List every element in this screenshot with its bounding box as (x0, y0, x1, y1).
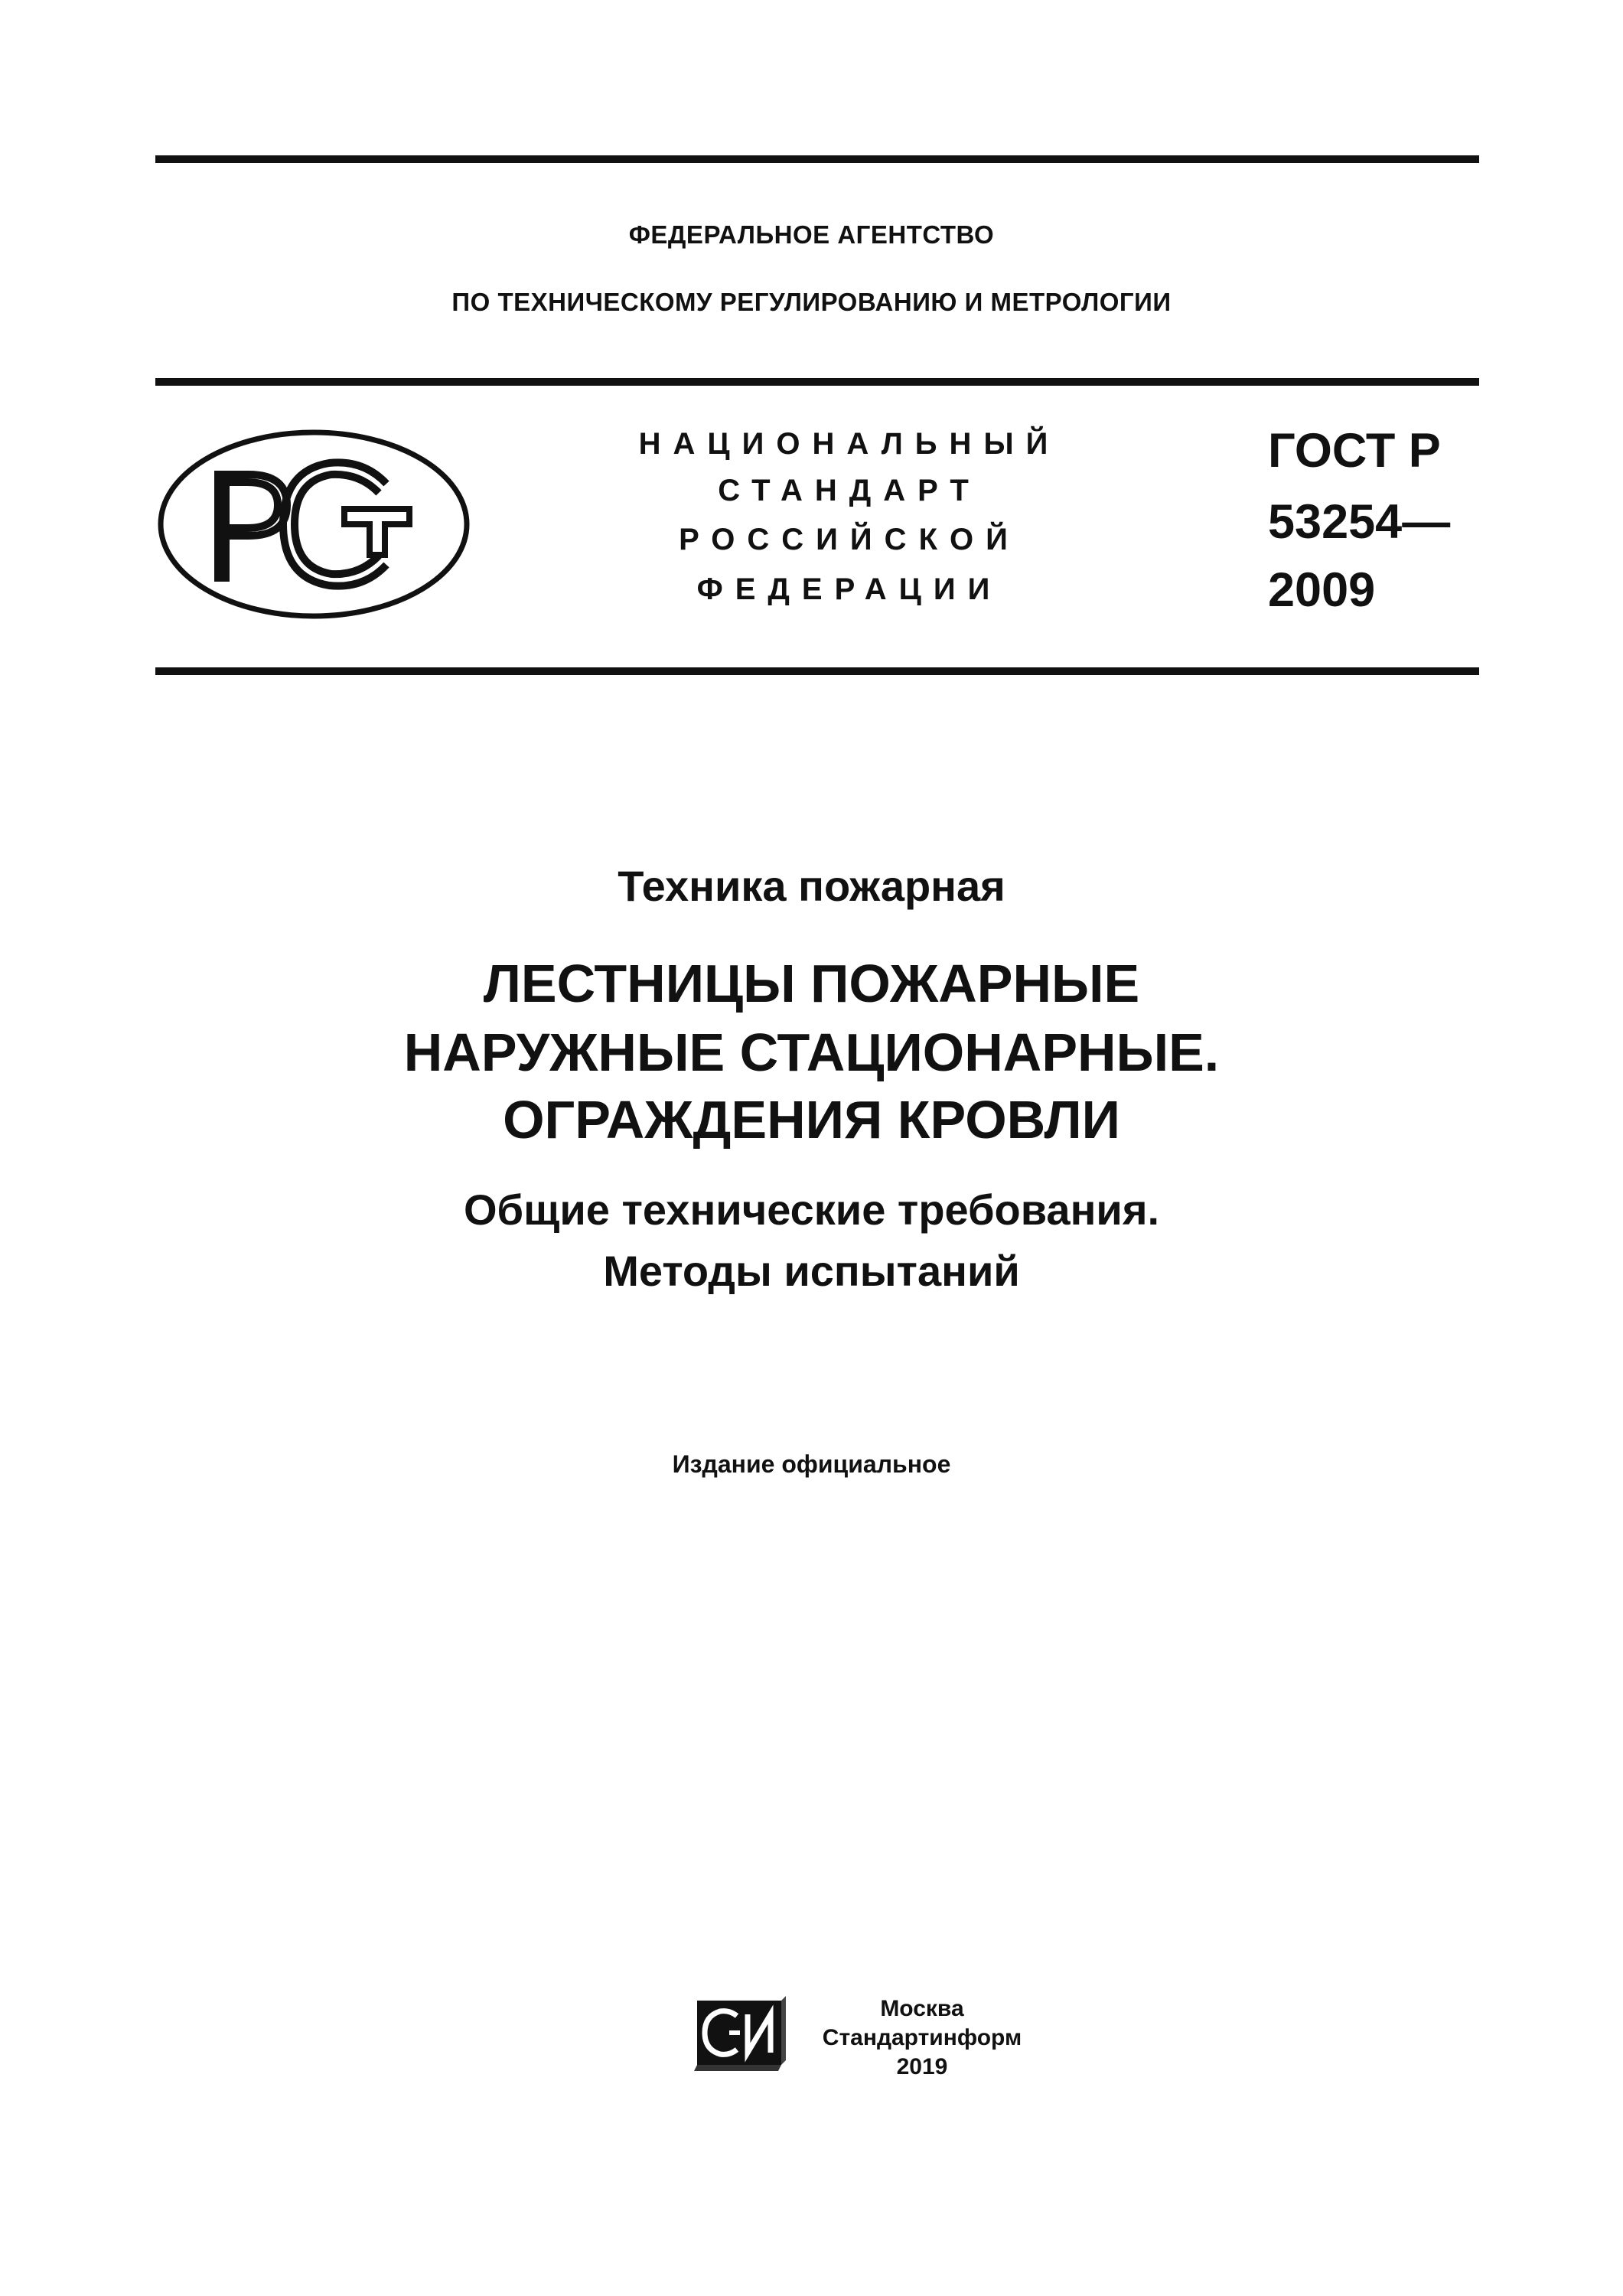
standartinform-logo-icon (693, 1996, 789, 2075)
rst-logo-icon (157, 429, 471, 620)
main-title-line-2: НАРУЖНЫЕ СТАЦИОНАРНЫЕ. (403, 1022, 1220, 1082)
edition-label: Издание официальное (672, 1450, 951, 1478)
standartinform-logo-letters: СИ (693, 2074, 694, 2075)
national-standard-line-1: НАЦИОНАЛЬНЫЙ (638, 427, 1061, 461)
designation-line-3: 2009 (1268, 563, 1376, 617)
designation-line-2: 53254— (1268, 495, 1451, 549)
designation-line-1: ГОСТ Р (1268, 424, 1441, 478)
main-title-line-3: ОГРАЖДЕНИЯ КРОВЛИ (503, 1090, 1120, 1150)
subject-title: Техника пожарная (618, 862, 1005, 910)
publication-year: 2019 (896, 2054, 948, 2079)
header-rule (155, 378, 1479, 386)
subtitle-line-1: Общие технические требования. (463, 1186, 1160, 1234)
subtitle-line-2: Методы испытаний (603, 1247, 1020, 1295)
agency-line-2: ПО ТЕХНИЧЕСКОМУ РЕГУЛИРОВАНИЮ И МЕТРОЛОГИИ (451, 288, 1172, 316)
national-standard-line-3: РОССИЙСКОЙ (679, 523, 1020, 556)
publisher-name: Стандартинформ (822, 2025, 1022, 2050)
agency-line-1: ФЕДЕРАЛЬНОЕ АГЕНТСТВО (628, 220, 995, 249)
rst-logo-letters: РСТ (314, 616, 315, 617)
header-bottom-rule (155, 667, 1479, 675)
publisher-city: Москва (880, 1996, 964, 2021)
main-title-line-1: ЛЕСТНИЦЫ ПОЖАРНЫЕ (483, 954, 1140, 1013)
national-standard-line-4: ФЕДЕРАЦИИ (696, 572, 1002, 606)
national-standard-line-2: СТАНДАРТ (718, 474, 981, 507)
top-rule (155, 155, 1479, 163)
